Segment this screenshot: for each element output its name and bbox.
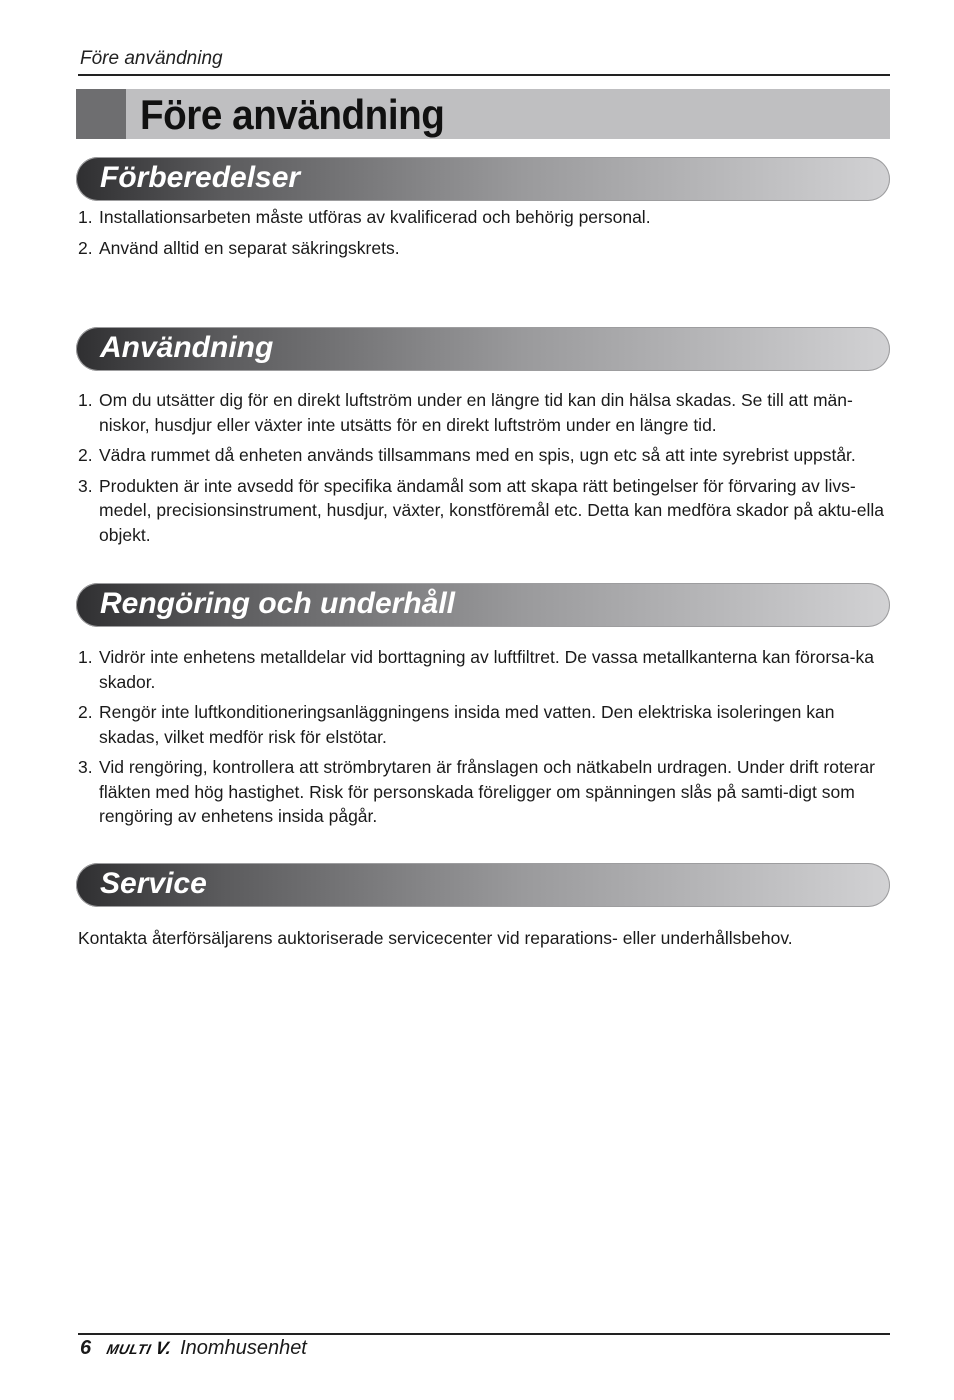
list-item-number: 2. [78, 237, 93, 258]
product-name: Inomhusenhet [180, 1337, 307, 1359]
list-item-text: Använd alltid en separat säkringskrets. [99, 237, 400, 258]
list-item [78, 443, 890, 468]
service-text: Kontakta återförsäljarens auktoriserade servicecenter vid reparations- eller underhållsbehov. [78, 928, 793, 948]
list-item-number: 3. [78, 475, 93, 496]
list-anvandning [78, 388, 890, 553]
page-title: Före användning [140, 91, 445, 138]
list-item-text: Vid rengöring, kontrollera att strömbrytaren är frånslagen och nätkabeln urdragen. Under drift roterar fläkten med hög hastighet. Risk för personskada föreligger om spänningen slås på samti-digt som rengöring av enhetens insida pågår. [99, 757, 875, 826]
title-accent-block [76, 89, 126, 139]
page-footer [80, 1337, 307, 1360]
list-item-number: 1. [78, 207, 93, 227]
section-title: Förberedelser [100, 161, 301, 194]
section-header-anvandning [76, 327, 890, 371]
brand-main: MULTI [105, 1341, 158, 1357]
list-item [78, 474, 890, 548]
running-header: Före användning [80, 48, 223, 69]
section-header-rengoring [76, 583, 890, 627]
list-item-number: 2. [78, 702, 93, 722]
section-header-service [76, 863, 890, 907]
header-rule [78, 74, 890, 76]
footer-rule [78, 1333, 890, 1335]
list-item-number: 3. [78, 757, 93, 777]
multi-v-logo [105, 1338, 174, 1359]
list-item-text: Produkten är inte avsedd för specifika ändamål som att skapa rätt betingelser för förvaring av livs-medel, precisionsinstrument, husdjur, växter, konstföremål etc. Detta kan medföra skador på aktu-ella objekt. [99, 475, 884, 545]
list-item-text: Vädra rummet då enheten används tillsammans med en spis, ugn etc så att inte syrebrist uppstår. [99, 445, 856, 465]
section-title: Användning [100, 331, 274, 364]
page-number: 6 [80, 1337, 92, 1359]
list-item-number: 1. [78, 390, 93, 410]
list-item [78, 388, 890, 437]
list-forberedelser [78, 205, 890, 266]
list-rengoring [78, 645, 890, 835]
list-item [78, 236, 890, 261]
section-title: Service [100, 867, 207, 900]
list-item [78, 700, 890, 749]
list-item [78, 205, 890, 230]
list-item-number: 2. [78, 445, 93, 465]
list-item-text: Installationsarbeten måste utföras av kvalificerad och behörig personal. [99, 207, 651, 227]
list-item [78, 645, 890, 694]
page-title-bar [76, 89, 890, 139]
section-header-forberedelser [76, 157, 890, 201]
list-item-text: Vidrör inte enhetens metalldelar vid borttagning av luftfiltret. De vassa metallkanterna kan förorsa-ka skador. [99, 647, 874, 692]
list-item-text: Rengör inte luftkonditioneringsanläggningens insida med vatten. Den elektriska isoleringen kan skadas, vilket medför risk för elstötar. [99, 702, 835, 747]
list-item-text: Om du utsätter dig för en direkt luftström under en längre tid kan din hälsa skadas. Se till att män-niskor, husdjur eller växter inte utsätts för en direkt luftström under en längre tid. [99, 390, 853, 435]
brand-v: V. [153, 1338, 175, 1358]
section-title: Rengöring och underhåll [100, 587, 456, 620]
list-item-number: 1. [78, 647, 93, 667]
list-item [78, 755, 890, 829]
